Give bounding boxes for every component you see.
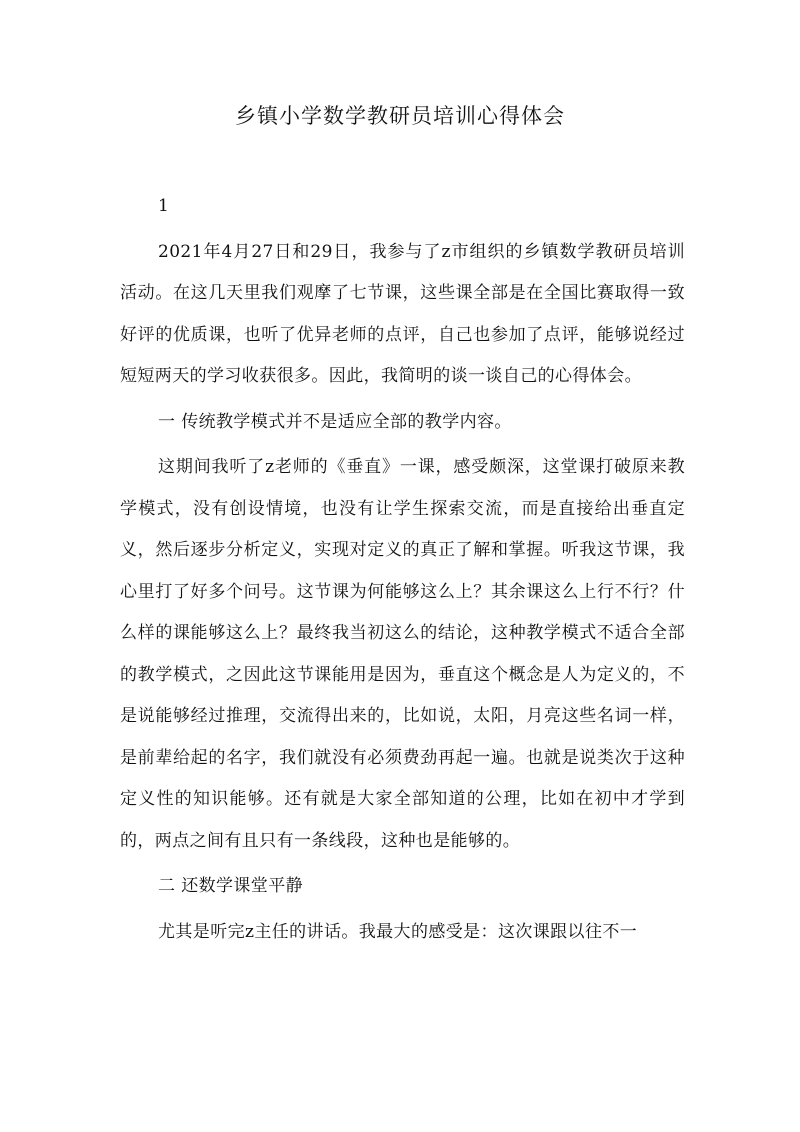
section-heading-1: 一 传统教学模式并不是适应全部的教学内容。: [158, 411, 512, 432]
document-title: 乡镇小学数学教研员培训心得体会: [235, 104, 565, 128]
paragraph-intro: 2021年4月27日和29日，我参与了z市组织的乡镇数学教研员培训活动。在这几天里我们观摩了七节课，这些课全部是在全国比赛取得一致好评的优质课，也听了优异老师的点评，自己也参加了点评，能够说经过短短两天的学习收获很多。因此，我简明的谈一谈自己的心得体会。: [120, 241, 685, 386]
paragraph-section-1: 这期间我听了z老师的《垂直》一课，感受颇深，这堂课打破原来教学模式，没有创设情境，也没有让学生探索交流，而是直接给出垂直定义，然后逐步分析定义，实现对定义的真正了解和掌握。听我这节课，我心里打了好多个问号。这节课为何能够这么上？其余课这么上行不行？什么样的课能够这么上？最终我当初这么的结论，这种教学模式不适合全部的教学模式，之因此这节课能用是因为，垂直这个概念是人为定义的，不是说能够经过推理，交流得出来的，比如说，太阳，月亮这些名词一样，是前辈给起的名字，我们就没有必须费劲再起一遍。也就是说类次于这种定义性的知识能够。还有就是大家全部知道的公理，比如在初中才学到的，两点之间有且只有一条线段，这种也是能够的。: [120, 457, 685, 851]
section-heading-2: 二 还数学课堂平静: [158, 876, 304, 896]
document-body: [120, 186, 685, 953]
section-number: 1: [158, 196, 170, 216]
paragraph-section-2: 尤其是听完z主任的讲话。我最大的感受是：这次课跟以往不一: [158, 921, 638, 942]
